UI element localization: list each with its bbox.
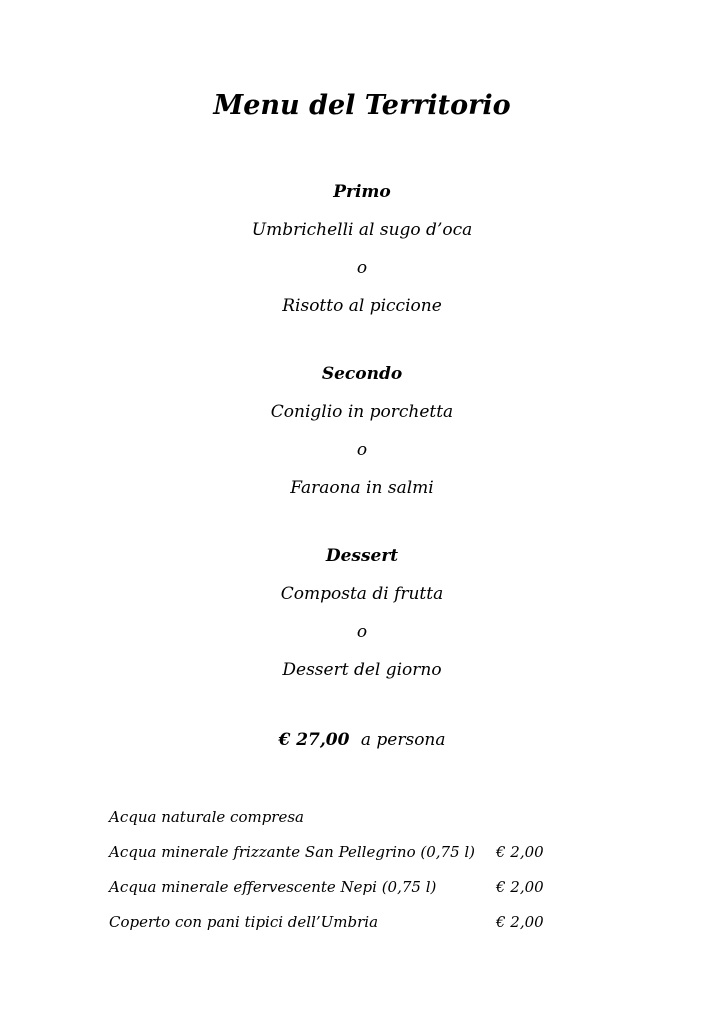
course-dessert — [0, 537, 724, 689]
dish-option: Risotto al piccione — [282, 296, 442, 316]
extras-list — [109, 800, 609, 940]
course-heading: Secondo — [321, 364, 403, 384]
dish-option: Faraona in salmi — [290, 478, 434, 498]
extra-price: € 2,00 — [496, 843, 544, 861]
dish-separator: o — [356, 440, 368, 460]
dish-option: Composta di frutta — [280, 584, 444, 604]
price-unit: a persona — [360, 730, 446, 750]
course-secondo — [0, 355, 724, 507]
page-title: Menu del Territorio — [213, 90, 511, 121]
extra-label: Acqua minerale frizzante San Pellegrino (0,75 l) — [109, 843, 476, 861]
course-heading: Primo — [333, 182, 391, 202]
course-heading: Dessert — [325, 546, 399, 566]
extra-item — [109, 905, 609, 940]
extra-label: Coperto con pani tipici dell’Umbria — [109, 913, 379, 931]
extra-label: Acqua naturale compresa — [109, 808, 304, 826]
price-amount: € 27,00 — [278, 730, 350, 750]
extra-item — [109, 800, 609, 835]
menu-price — [0, 722, 724, 758]
course-primo — [0, 173, 724, 325]
extra-item — [109, 835, 609, 870]
extra-price: € 2,00 — [496, 878, 544, 896]
dish-option: Dessert del giorno — [282, 660, 442, 680]
extra-item — [109, 870, 609, 905]
extra-label: Acqua minerale effervescente Nepi (0,75 l) — [109, 878, 437, 896]
extra-price: € 2,00 — [496, 913, 544, 931]
dish-option: Coniglio in porchetta — [270, 402, 454, 422]
dish-separator: o — [356, 258, 368, 278]
dish-option: Umbrichelli al sugo d’oca — [251, 220, 473, 240]
dish-separator: o — [356, 622, 368, 642]
